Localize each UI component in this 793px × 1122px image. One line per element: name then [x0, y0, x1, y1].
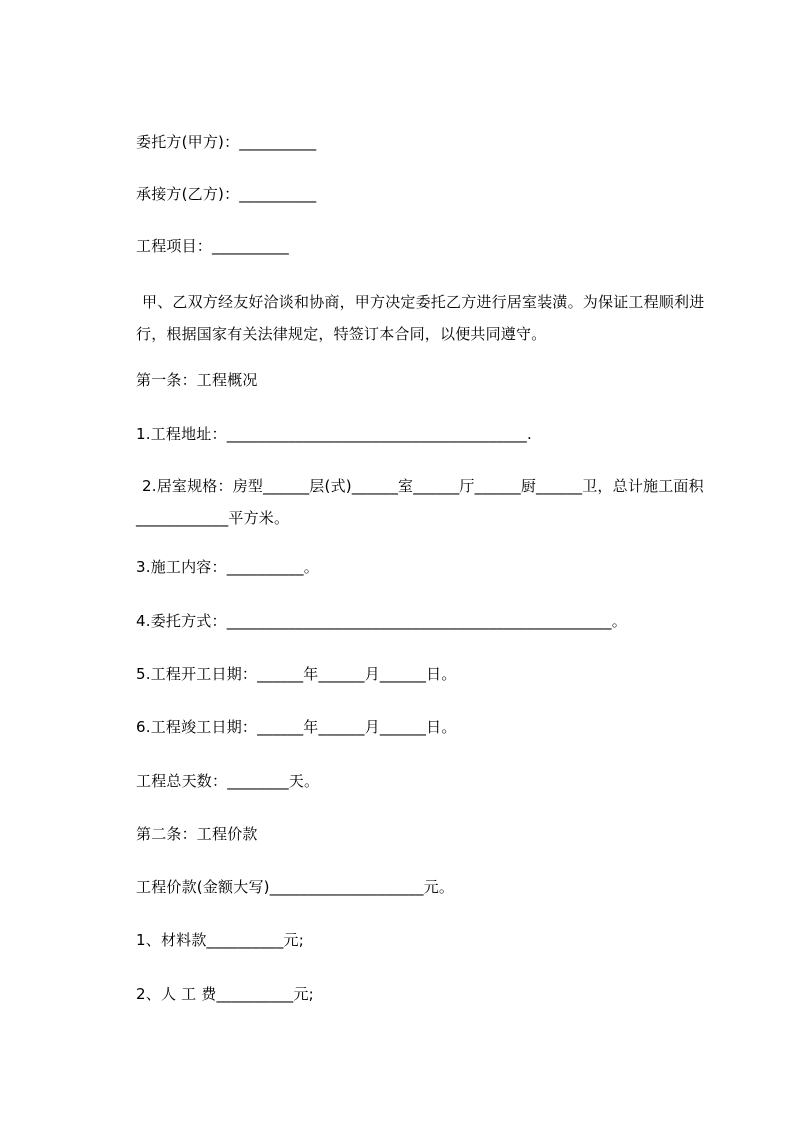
total-days-line: 工程总天数：________天。 — [136, 772, 320, 790]
item2-paragraph — [136, 470, 711, 534]
labor-cost-line: 2、人 工 费__________元; — [136, 985, 314, 1003]
item3-content: 3.施工内容：__________。 — [136, 558, 319, 576]
party-a-line: 委托方(甲方)：__________ — [136, 133, 317, 151]
item2-text: 2.居室规格：房型______层(式)______室______厅______厨______卫，总计施工面积____________平方米。 — [136, 477, 704, 527]
intro-text: 甲、乙双方经友好洽谈和协商，甲方决定委托乙方进行居室装潢。为保证工程顺利进行，根据国家有关法律规定，特签订本合同，以便共同遵守。 — [136, 293, 705, 343]
article1-heading: 第一条：工程概况 — [136, 371, 258, 389]
article2-heading: 第二条：工程价款 — [136, 825, 258, 843]
intro-paragraph — [136, 286, 711, 350]
price-line: 工程价款(金额大写)____________________元。 — [136, 878, 455, 896]
item4-method: 4.委托方式：__________________________________________________。 — [136, 612, 627, 630]
project-line: 工程项目：__________ — [136, 237, 290, 255]
party-b-line: 承接方(乙方)：__________ — [136, 185, 317, 203]
item6-end-date: 6.工程竣工日期：______年______月______日。 — [136, 718, 457, 736]
item5-start-date: 5.工程开工日期：______年______月______日。 — [136, 665, 457, 683]
item1-address: 1.工程地址：_______________________________________. — [136, 425, 532, 443]
material-cost-line: 1、材料款__________元; — [136, 931, 304, 949]
